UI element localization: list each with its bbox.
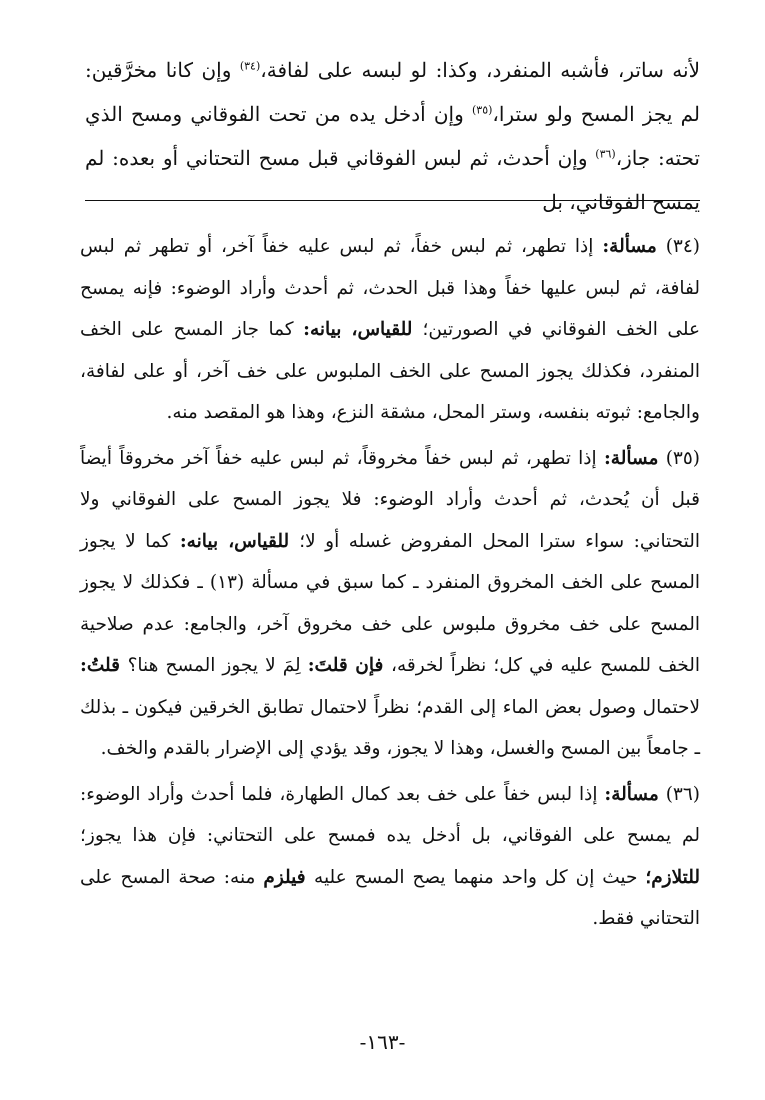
footnote-ref-34[interactable]: (٣٤) [239,59,261,73]
footnote-number: (٣٤) [665,236,700,257]
footnote-text: إذا تطهر، ثم لبس خفاً، ثم لبس عليه خفاً آخر، أو تطهر ثم لبس لفافة، ثم لبس عليها خفاً وهذا قبل الحدث، ثم أحدث وأراد الوضوء: فإنه يمسح على الخف الفوقاني في الصورتين؛ [80,236,701,340]
footnote-text: كما جاز المسح على الخف المنفرد، فكذلك يجوز المسح على الخف الملبوس على خف آخر، أو على لفافة، والجامع: ثبوته بنفسه، وستر المحل، مشقة النزع، وهذا هو المقصد منه. [80,319,700,423]
keyword: للتلازم؛ [645,866,700,888]
footnote-text: إذا لبس خفاً على خف بعد كمال الطهارة، فلما أحدث وأراد الوضوء: لم يمسح على الفوقاني، بل أدخل يده فمسح على التحتاني: فإن هذا يجوز؛ [80,783,700,846]
footnote-35 [80,438,700,770]
footnote-text: لِمَ لا يجوز المسح هنا؟ [127,655,308,676]
page-number: -١٦٣- [359,1030,406,1054]
footnote-text: منه: صحة المسح على التحتاني فقط. [80,866,700,929]
issue-label: مسألة: [602,236,657,257]
footnote-separator [85,200,700,201]
footnote-36 [80,774,700,940]
footnote-text: إذا تطهر، ثم لبس خفاً مخروقاً، ثم لبس عليه خفاً آخر مخروقاً أيضاً قبل أن يُحدث، ثم أحدث وأراد الوضوء: فلا يجوز المسح على الفوقاني ولا التحتاني: سواء سترا المحل المفروض غسله أو لا؛ [80,447,700,552]
keyword: قلتُ: [80,655,128,676]
footnotes [80,226,700,944]
issue-label: مسألة: [603,447,659,469]
footnote-ref-35[interactable]: (٣٥) [471,103,493,117]
main-sentence: وإن أدخل يده من تحت الفوقاني ومسح الذي تحته: جاز، [85,102,700,170]
keyword: بيانه: [179,530,229,552]
footnote-text: لاحتمال وصول بعض الماء إلى القدم؛ نظراً لاحتمال تطابق الخرقين فيكون ـ بذلك ـ جامعاً بين المسح والغسل، وهذا لا يجوز، وقد يؤدي إلى الإضرار بالقدم والخف. [80,696,700,759]
footnote-text: كما لا يجوز المسح على الخف المخروق المنفرد ـ كما سبق في مسألة (١٣) ـ فكذلك لا يجوز المسح على خف مخروق ملبوس على خف مخروق آخر، والجامع: عدم صلاحية الخف للمسح عليه في كل؛ نظراً لخرقه، [80,530,700,676]
keyword: فيلزم [263,866,315,888]
main-sentence: لأنه ساتر، فأشبه المنفرد، وكذا: لو لبسه على لفافة، [260,58,700,82]
main-sentence: وإن كانا مخرَّقين: لم يجز المسح ولو سترا، [85,58,701,126]
keyword: فإن قلتَ: [307,655,391,676]
footnote-34 [80,226,700,434]
keyword: للقياس، [228,530,300,552]
keyword: بيانه: [303,319,352,340]
keyword: للقياس، [351,319,423,340]
issue-label: مسألة: [604,783,659,805]
main-paragraph [85,48,700,224]
main-text [85,48,700,224]
main-sentence: وإن أحدث، ثم لبس الفوقاني قبل مسح التحتاني أو بعده: لم يمسح الفوقاني، بل [85,146,700,214]
footnote-ref-36[interactable]: (٣٦) [595,147,616,161]
footnote-number: (٣٦) [665,783,700,805]
footnote-text: حيث إن كل واحد منهما يصح المسح عليه [314,866,646,888]
footnote-number: (٣٥) [665,447,700,469]
